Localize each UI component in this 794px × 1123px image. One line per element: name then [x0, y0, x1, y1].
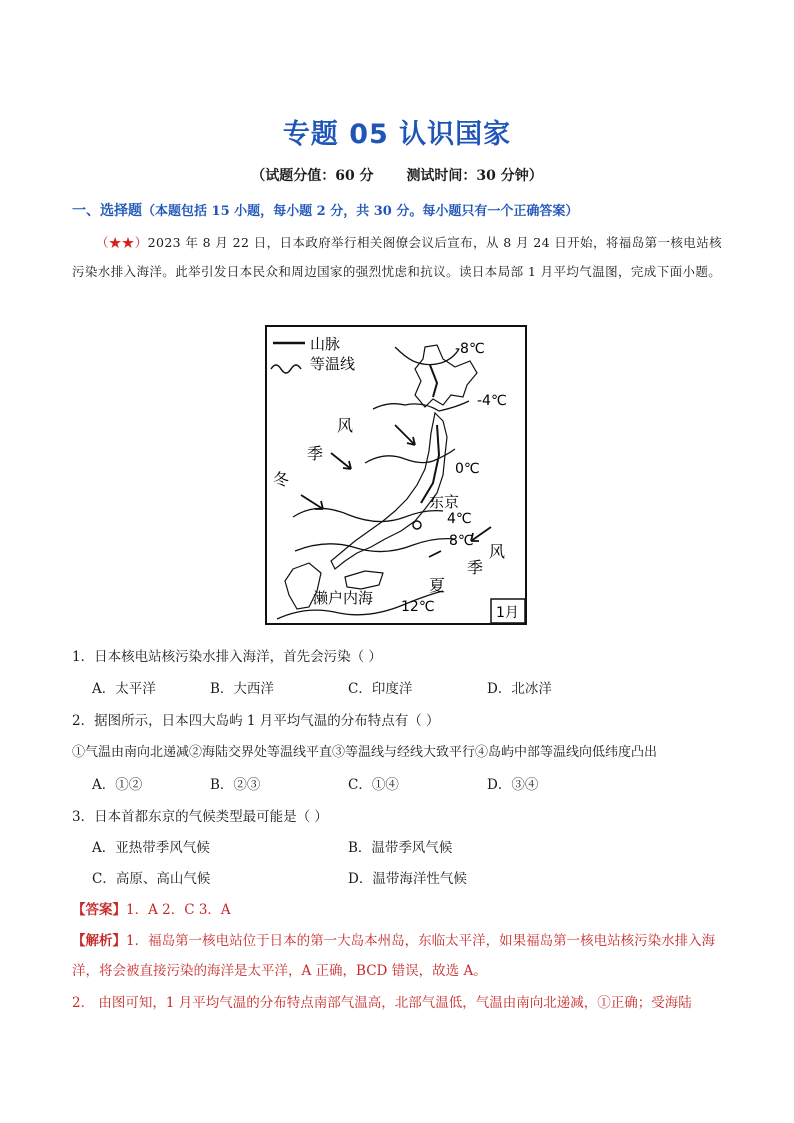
label-winter-3: 风	[337, 416, 354, 435]
difficulty-stars: （★★）	[96, 235, 148, 250]
label-4: 4℃	[447, 511, 472, 527]
question-2-items: ①气温由南向北递减②海陆交界处等温线平直③等温线与经线大致平行④岛屿中部等温线向低纬度凸出	[72, 745, 658, 760]
analysis-text-1: 1．福岛第一核电站位于日本的第一大岛本州岛，东临太平洋，如果福岛第一核电站核污染水排入海洋，将会被直接污染的海洋是太平洋，A 正确，BCD 错误，故选 A。	[72, 933, 716, 979]
label-0: 0℃	[455, 461, 480, 477]
exam-info	[0, 165, 794, 185]
q3-option-a: A．亚热带季风气候	[92, 840, 210, 856]
label-minus4: -4℃	[477, 393, 507, 409]
map-frame	[266, 326, 526, 624]
label-winter-2: 季	[307, 444, 324, 463]
legend-mountain-label: 山脉	[310, 335, 341, 353]
q2-option-b: B．②③	[210, 777, 261, 793]
q3-option-d: D．温带海洋性气候	[348, 871, 467, 887]
score-info: （试题分值：60 分	[251, 168, 374, 184]
label-month: 1月	[496, 605, 519, 621]
question-2-stem: 2．据图所示，日本四大岛屿 1 月平均气温的分布特点有（ ）	[72, 713, 440, 729]
analysis-paragraph-1	[72, 926, 724, 986]
question-1-stem: 1．日本核电站核污染水排入海洋，首先会污染（ ）	[72, 649, 382, 665]
q2-option-c: C．①④	[348, 777, 399, 793]
intro-text: 2023 年 8 月 22 日，日本政府举行相关阁僚会议后宣布，从 8 月 24 日开始，将福岛第一核电站核污染水排入海洋。此举引发日本民众和周边国家的强烈忧虑和抗议。读日本局部 1 月平均气温图，完成下面小题。	[72, 235, 722, 279]
section-title: 一、选择题	[72, 203, 142, 219]
q1-option-a: A．太平洋	[92, 681, 156, 697]
page-title: 专题 05 认识国家	[282, 119, 512, 150]
answer-text: 1．A 2．C 3．A	[126, 902, 231, 918]
question-3-stem: 3．日本首都东京的气候类型最可能是（ ）	[72, 809, 328, 825]
time-info: 测试时间：30 分钟）	[406, 168, 543, 184]
q3-option-c: C．高原、高山气候	[92, 871, 211, 887]
label-summer-2: 季	[467, 558, 484, 577]
label-tokyo: 东京	[429, 493, 460, 511]
label-8: 8℃	[449, 533, 474, 549]
q1-option-b: B．大西洋	[210, 681, 274, 697]
answer-line	[72, 898, 231, 918]
question-intro	[72, 228, 724, 286]
q2-option-a: A．①②	[92, 777, 143, 793]
q2-option-d: D．③④	[487, 777, 539, 793]
section-note: （本题包括 15 小题，每小题 2 分，共 30 分。每小题只有一个正确答案）	[142, 204, 579, 219]
label-12: 12℃	[401, 599, 435, 615]
label-minus8: -8℃	[455, 341, 485, 357]
q1-option-c: C．印度洋	[348, 681, 413, 697]
label-summer-3: 风	[489, 542, 506, 561]
q1-option-d: D．北冰洋	[487, 681, 552, 697]
q3-option-b: B．温带季风气候	[348, 840, 453, 856]
label-summer-1: 夏	[429, 576, 446, 595]
analysis-label: 【解析】	[72, 933, 126, 949]
analysis-paragraph-2: 2． 由图可知，1 月平均气温的分布特点南部气温高，北部气温低，气温由南向北递减，①正确；受海陆	[72, 995, 692, 1011]
legend-isotherm-label: 等温线	[310, 355, 356, 373]
japan-temperature-map	[265, 325, 527, 625]
label-inland-sea: 濑户内海	[313, 589, 374, 607]
section-heading	[72, 200, 578, 220]
label-winter-1: 冬	[273, 470, 290, 489]
answer-label: 【答案】	[72, 902, 126, 918]
